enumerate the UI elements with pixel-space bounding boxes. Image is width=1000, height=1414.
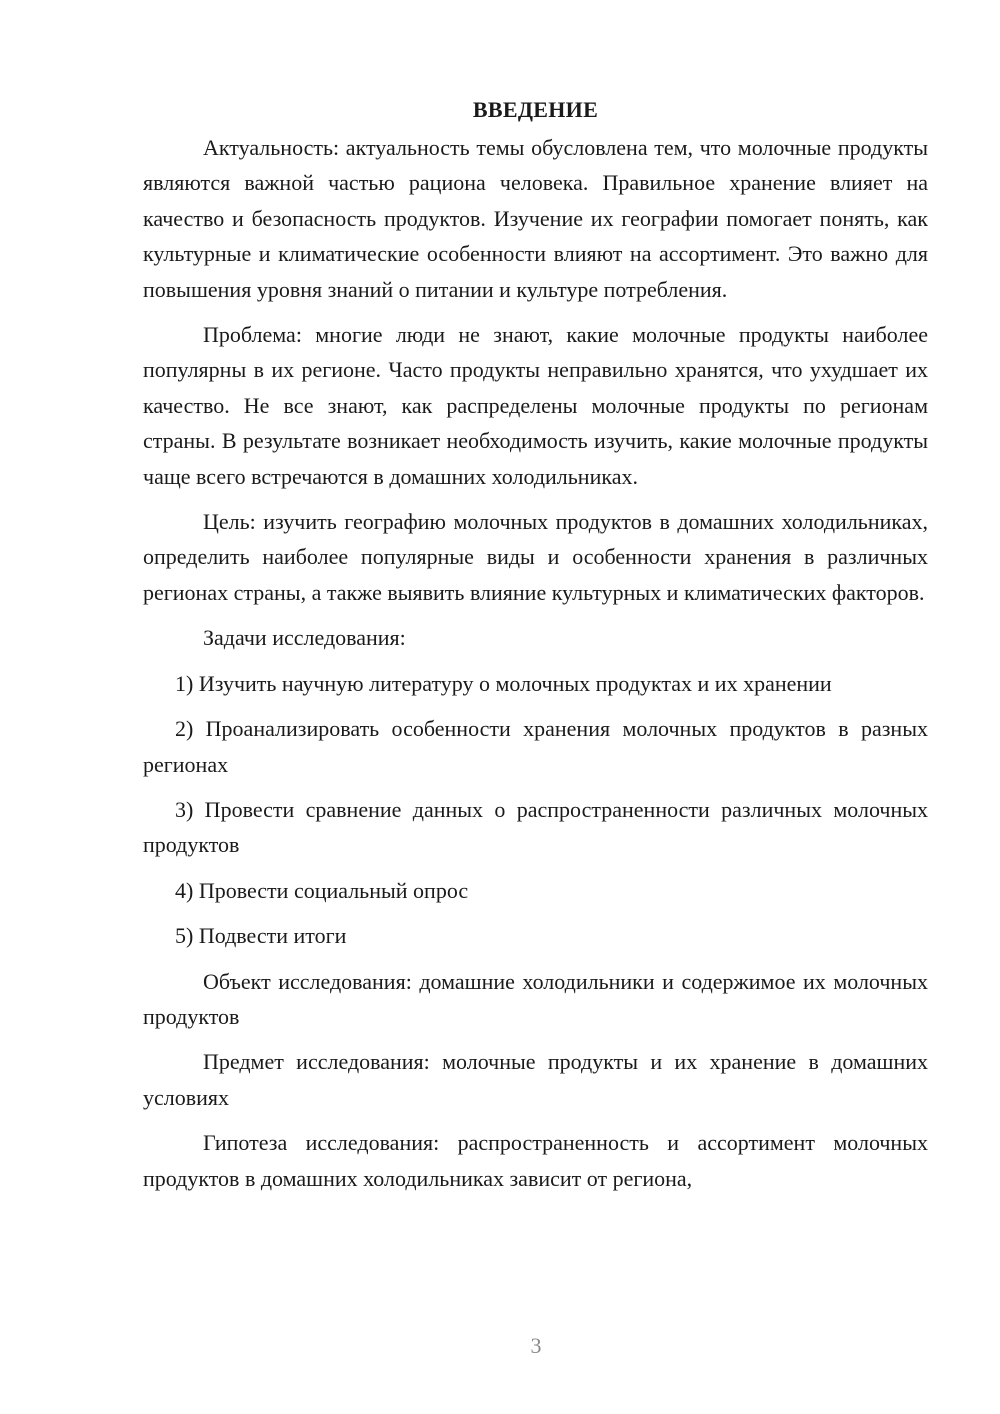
paragraph-tasks-heading: Задачи исследования: — [203, 625, 406, 651]
task-item-2: 2) Проанализировать особенности хранения молочных продуктов в разных регионах — [143, 716, 928, 777]
document-page — [143, 90, 928, 1206]
task-item-5: 5) Подвести итоги — [175, 923, 347, 949]
paragraph-object: Объект исследования: домашние холодильники и содержимое их молочных продуктов — [143, 968, 928, 1029]
task-item-4: 4) Провести социальный опрос — [175, 877, 469, 903]
paragraph-relevance: Актуальность: актуальность темы обусловлена тем, что молочные продукты являются важной частью рациона человека. Правильное хранение влияет на качество и безопасность продуктов. Изучение их географии помогает понять, как культурные и климатические особенности влияют на ассортимент. Это важно для повышения уровня знаний о питании и культуре потребления. — [143, 135, 928, 302]
section-heading: ВВЕДЕНИЕ — [472, 97, 599, 122]
paragraph-goal: Цель: изучить географию молочных продуктов в домашних холодильниках, определить наиболее популярные виды и особенности хранения в различных регионах страны, а также выявить влияние культурных и климатических факторов. — [143, 509, 928, 605]
paragraph-subject: Предмет исследования: молочные продукты и их хранение в домашних условиях — [143, 1049, 928, 1110]
paragraph-hypothesis: Гипотеза исследования: распространенность и ассортимент молочных продуктов в домашних холодильниках зависит от региона, — [143, 1130, 928, 1191]
page-number: 3 — [530, 1333, 542, 1358]
task-item-1: 1) Изучить научную литературу о молочных продуктах и их хранении — [175, 670, 832, 696]
paragraph-problem: Проблема: многие люди не знают, какие молочные продукты наиболее популярны в их регионе. Часто продукты неправильно хранятся, что ухудшает их качество. Не все знают, как распределены молочные продукты по регионам страны. В результате возникает необходимость изучить, какие молочные продукты чаще всего встречаются в домашних холодильниках. — [143, 322, 928, 489]
task-item-3: 3) Провести сравнение данных о распространенности различных молочных продуктов — [143, 796, 928, 858]
